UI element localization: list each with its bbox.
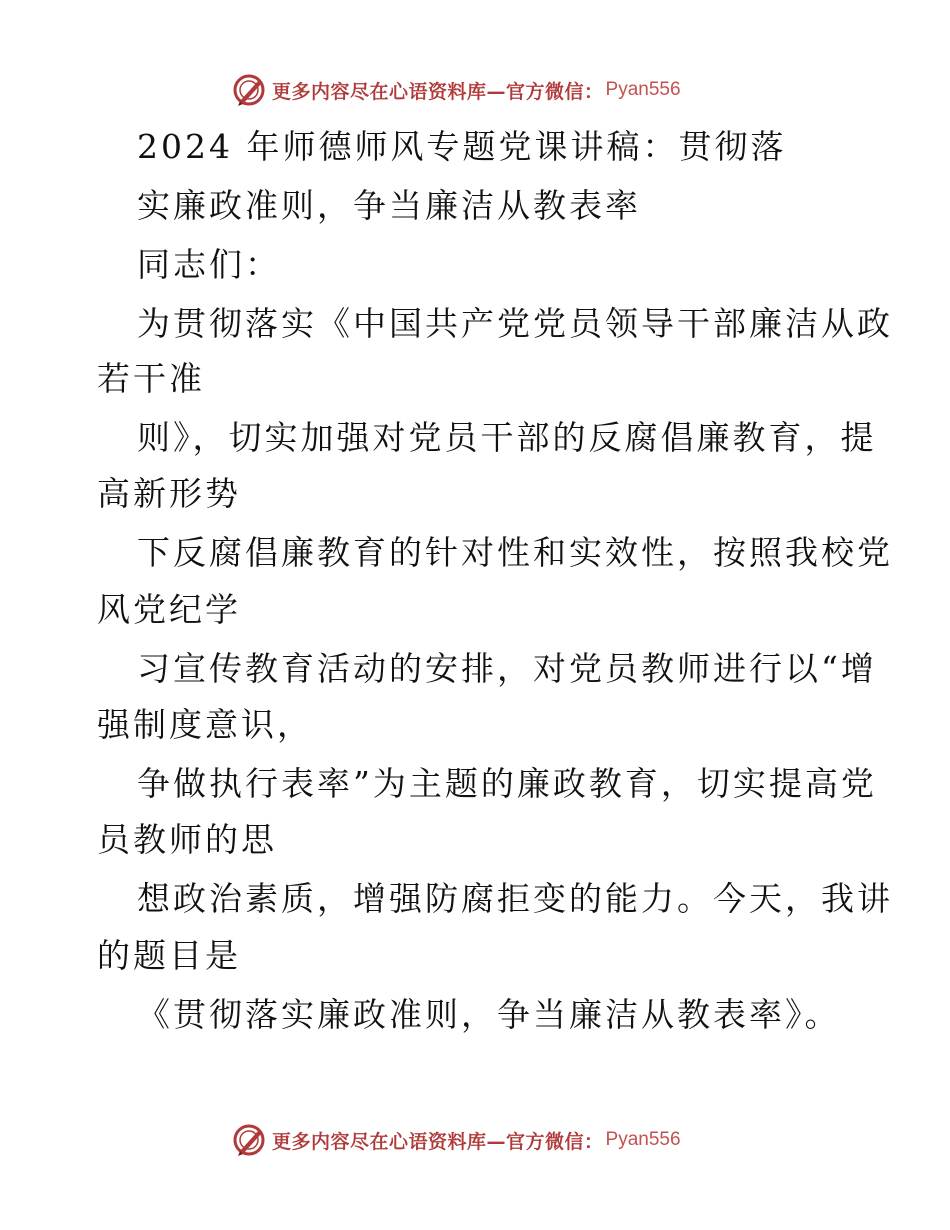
body-line: 下反腐倡廉教育的针对性和实效性，按照我校党 bbox=[137, 533, 893, 572]
watermark-label: 更多内容尽在心语资料库—官方微信： bbox=[272, 1130, 604, 1153]
salutation: 同志们： bbox=[137, 245, 281, 284]
body-line: 争做执行表率”为主题的廉政教育，切实提高党 bbox=[137, 764, 877, 803]
body-line: 《贯彻落实廉政准则，争当廉洁从教表率》。 bbox=[137, 995, 841, 1034]
pen-logo-icon bbox=[232, 73, 266, 107]
body-line: 员教师的思 bbox=[97, 820, 277, 859]
watermark-account: Pyan556 bbox=[605, 79, 681, 100]
watermark-banner-top bbox=[232, 72, 681, 108]
body-line: 强制度意识， bbox=[97, 705, 313, 744]
body-line: 习宣传教育活动的安排，对党员教师进行以“增 bbox=[137, 649, 877, 688]
watermark-banner-bottom bbox=[232, 1122, 681, 1158]
body-line: 的题目是 bbox=[97, 936, 241, 975]
watermark-account: Pyan556 bbox=[605, 1129, 681, 1150]
body-line: 风党纪学 bbox=[97, 590, 241, 629]
body-line: 高新形势 bbox=[97, 474, 241, 513]
body-line: 则》，切实加强对党员干部的反腐倡廉教育，提 bbox=[137, 418, 877, 457]
document-title-line-2: 实廉政准则，争当廉洁从教表率 bbox=[137, 186, 641, 225]
document-title-line-1: 2024 年师德师风专题党课讲稿：贯彻落 bbox=[137, 127, 787, 166]
body-line: 若干准 bbox=[97, 359, 205, 398]
watermark-label: 更多内容尽在心语资料库—官方微信： bbox=[272, 80, 604, 103]
body-line: 想政治素质，增强防腐拒变的能力。今天，我讲 bbox=[137, 879, 893, 918]
pen-logo-icon bbox=[232, 1123, 266, 1157]
body-line: 为贯彻落实《中国共产党党员领导干部廉洁从政 bbox=[137, 304, 893, 343]
